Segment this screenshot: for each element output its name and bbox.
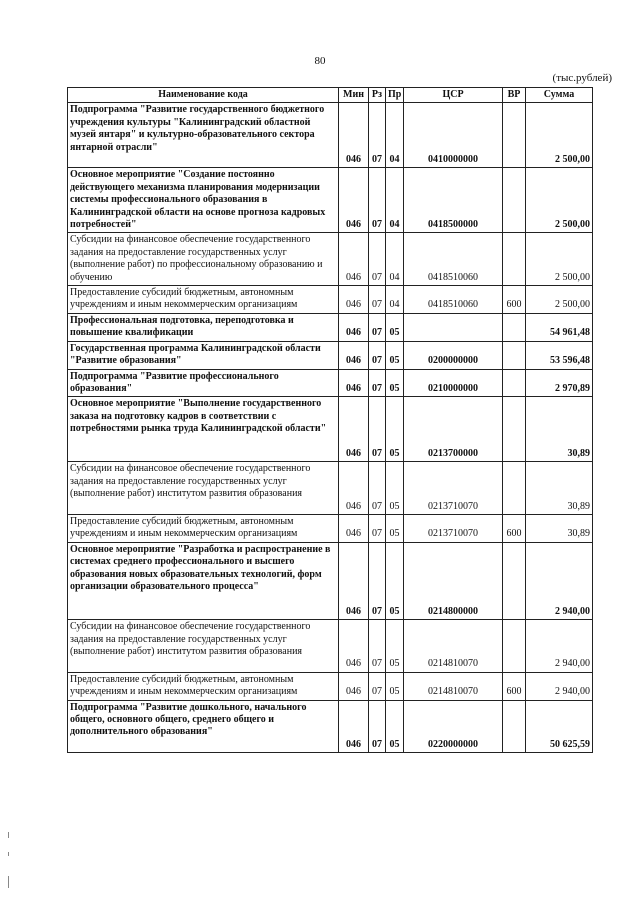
cell-csr: 0418510060 xyxy=(404,233,503,286)
cell-min: 046 xyxy=(339,313,369,341)
header-rz: Рз xyxy=(369,88,386,103)
cell-rz: 07 xyxy=(369,286,386,314)
cell-csr: 0213710070 xyxy=(404,514,503,542)
cell-rz: 07 xyxy=(369,514,386,542)
cell-sum: 53 596,48 xyxy=(526,341,593,369)
cell-rz: 07 xyxy=(369,103,386,168)
cell-csr: 0213710070 xyxy=(404,462,503,515)
cell-sum: 2 940,00 xyxy=(526,620,593,673)
cell-vr xyxy=(503,397,526,462)
table-row xyxy=(68,397,593,462)
cell-sum: 2 500,00 xyxy=(526,103,593,168)
cell-rz: 07 xyxy=(369,700,386,753)
header-csr: ЦСР xyxy=(404,88,503,103)
cell-name: Предоставление субсидий бюджетным, автономным учреждениям и иным некоммерческим организациям xyxy=(68,672,339,700)
cell-csr: 0220000000 xyxy=(404,700,503,753)
cell-min: 046 xyxy=(339,397,369,462)
cell-sum: 30,89 xyxy=(526,514,593,542)
cell-vr xyxy=(503,369,526,397)
cell-rz: 07 xyxy=(369,620,386,673)
cell-sum: 30,89 xyxy=(526,397,593,462)
budget-table xyxy=(67,87,593,753)
cell-pr: 04 xyxy=(386,286,404,314)
table-row xyxy=(68,103,593,168)
cell-name: Подпрограмма "Развитие государственного бюджетного учреждения культуры "Калининградский областной музей янтаря" и культурно-образовательного сектора янтарной отрасли" xyxy=(68,103,339,168)
cell-pr: 05 xyxy=(386,462,404,515)
header-name: Наименование кода xyxy=(68,88,339,103)
cell-rz: 07 xyxy=(369,397,386,462)
cell-name: Субсидии на финансовое обеспечение государственного задания на предоставление государственных услуг (выполнение работ) институтом развития образования xyxy=(68,620,339,673)
cell-vr xyxy=(503,233,526,286)
cell-sum: 2 500,00 xyxy=(526,286,593,314)
cell-rz: 07 xyxy=(369,168,386,233)
cell-min: 046 xyxy=(339,103,369,168)
cell-name: Основное мероприятие "Разработка и распространение в системах среднего профессионального и высшего образования новых образовательных технологий, форм организации образовательного процесса" xyxy=(68,542,339,619)
header-vr: ВР xyxy=(503,88,526,103)
cell-csr: 0213700000 xyxy=(404,397,503,462)
cell-vr xyxy=(503,313,526,341)
cell-pr: 05 xyxy=(386,369,404,397)
cell-vr xyxy=(503,168,526,233)
cell-pr: 05 xyxy=(386,397,404,462)
cell-sum: 2 500,00 xyxy=(526,233,593,286)
cell-pr: 05 xyxy=(386,514,404,542)
cell-vr xyxy=(503,103,526,168)
cell-rz: 07 xyxy=(369,313,386,341)
scan-edge-mark xyxy=(8,876,9,888)
cell-vr xyxy=(503,542,526,619)
table-row xyxy=(68,369,593,397)
cell-vr xyxy=(503,620,526,673)
cell-vr: 600 xyxy=(503,514,526,542)
table-row xyxy=(68,341,593,369)
cell-min: 046 xyxy=(339,341,369,369)
cell-name: Подпрограмма "Развитие профессионального образования" xyxy=(68,369,339,397)
cell-min: 046 xyxy=(339,620,369,673)
cell-name: Основное мероприятие "Выполнение государственного заказа на подготовку кадров в соответствии с потребностями рынка труда Калининградской области" xyxy=(68,397,339,462)
table-body xyxy=(68,103,593,753)
cell-vr xyxy=(503,700,526,753)
cell-sum: 54 961,48 xyxy=(526,313,593,341)
cell-sum: 2 970,89 xyxy=(526,369,593,397)
cell-rz: 07 xyxy=(369,341,386,369)
cell-min: 046 xyxy=(339,700,369,753)
cell-vr: 600 xyxy=(503,286,526,314)
cell-pr: 04 xyxy=(386,233,404,286)
cell-pr: 05 xyxy=(386,542,404,619)
header-sum: Сумма xyxy=(526,88,593,103)
table-row xyxy=(68,514,593,542)
cell-csr: 0214800000 xyxy=(404,542,503,619)
cell-name: Подпрограмма "Развитие дошкольного, начального общего, основного общего, среднего общего и дополнительного образования" xyxy=(68,700,339,753)
header-min: Мин xyxy=(339,88,369,103)
cell-csr xyxy=(404,313,503,341)
header-pr: Пр xyxy=(386,88,404,103)
cell-pr: 05 xyxy=(386,620,404,673)
cell-rz: 07 xyxy=(369,542,386,619)
cell-csr: 0200000000 xyxy=(404,341,503,369)
cell-min: 046 xyxy=(339,514,369,542)
table-row xyxy=(68,168,593,233)
table-row xyxy=(68,672,593,700)
cell-name: Субсидии на финансовое обеспечение государственного задания на предоставление государственных услуг (выполнение работ) институтом развития образования xyxy=(68,462,339,515)
cell-sum: 2 940,00 xyxy=(526,542,593,619)
cell-name: Профессиональная подготовка, переподготовка и повышение квалификации xyxy=(68,313,339,341)
cell-csr: 0418510060 xyxy=(404,286,503,314)
header-row xyxy=(68,88,593,103)
units-label: (тыс.рублей) xyxy=(552,72,612,84)
cell-min: 046 xyxy=(339,233,369,286)
cell-min: 046 xyxy=(339,462,369,515)
cell-pr: 05 xyxy=(386,341,404,369)
table-row xyxy=(68,286,593,314)
cell-pr: 05 xyxy=(386,672,404,700)
cell-csr: 0210000000 xyxy=(404,369,503,397)
cell-name: Субсидии на финансовое обеспечение государственного задания на предоставление государственных услуг (выполнение работ) по профессиональному образованию и обучению xyxy=(68,233,339,286)
table-row xyxy=(68,542,593,619)
cell-vr xyxy=(503,341,526,369)
page-number: 80 xyxy=(314,55,326,67)
cell-csr: 0410000000 xyxy=(404,103,503,168)
cell-name: Основное мероприятие "Создание постоянно действующего механизма планирования модернизации системы профессионального образования в Калининградской области на основе прогноза кадровых потребностей" xyxy=(68,168,339,233)
cell-name: Государственная программа Калининградской области "Развитие образования" xyxy=(68,341,339,369)
table-row xyxy=(68,233,593,286)
scan-edge-mark xyxy=(8,832,9,838)
cell-name: Предоставление субсидий бюджетным, автономным учреждениям и иным некоммерческим организациям xyxy=(68,286,339,314)
table-header xyxy=(68,88,593,103)
table-row xyxy=(68,313,593,341)
cell-sum: 50 625,59 xyxy=(526,700,593,753)
cell-csr: 0418500000 xyxy=(404,168,503,233)
cell-pr: 05 xyxy=(386,700,404,753)
cell-csr: 0214810070 xyxy=(404,620,503,673)
cell-sum: 2 940,00 xyxy=(526,672,593,700)
cell-min: 046 xyxy=(339,542,369,619)
cell-rz: 07 xyxy=(369,672,386,700)
scan-edge-mark xyxy=(8,852,9,856)
cell-vr xyxy=(503,462,526,515)
cell-pr: 05 xyxy=(386,313,404,341)
cell-pr: 04 xyxy=(386,168,404,233)
cell-sum: 2 500,00 xyxy=(526,168,593,233)
cell-csr: 0214810070 xyxy=(404,672,503,700)
table-row xyxy=(68,620,593,673)
cell-name: Предоставление субсидий бюджетным, автономным учреждениям и иным некоммерческим организациям xyxy=(68,514,339,542)
table-row xyxy=(68,462,593,515)
cell-vr: 600 xyxy=(503,672,526,700)
cell-min: 046 xyxy=(339,672,369,700)
cell-sum: 30,89 xyxy=(526,462,593,515)
cell-min: 046 xyxy=(339,286,369,314)
table-row xyxy=(68,700,593,753)
cell-min: 046 xyxy=(339,168,369,233)
cell-rz: 07 xyxy=(369,462,386,515)
cell-rz: 07 xyxy=(369,233,386,286)
cell-rz: 07 xyxy=(369,369,386,397)
cell-min: 046 xyxy=(339,369,369,397)
cell-pr: 04 xyxy=(386,103,404,168)
